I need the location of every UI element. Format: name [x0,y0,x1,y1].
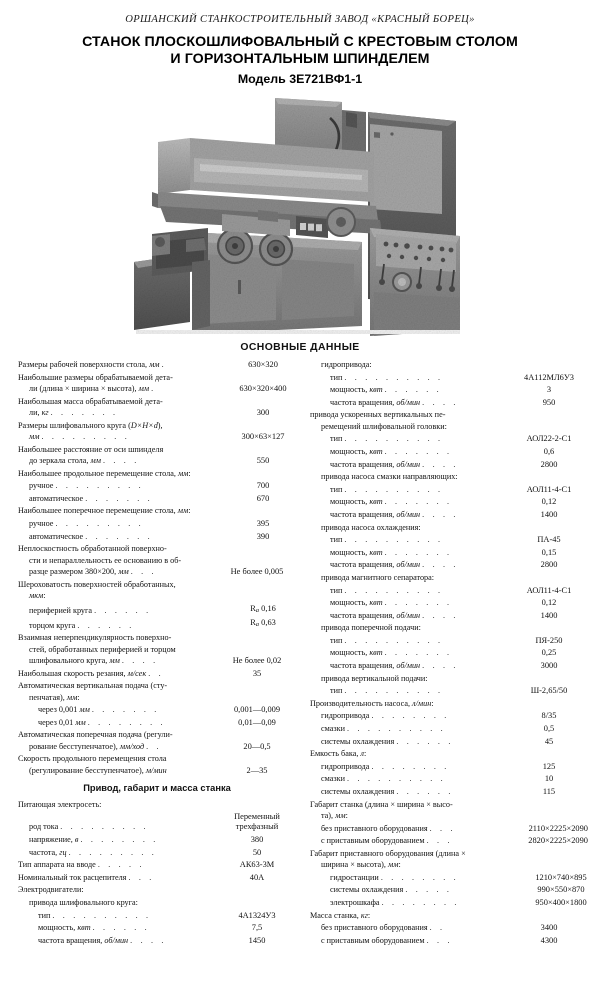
leader-dots: . . . [128,872,155,882]
spec-value: Переменный трехфазный [234,811,280,832]
leader-dots: . . . . . . [396,787,454,796]
spec-label: гидростанции . . . . . . . . [330,872,459,882]
spec-value: Не более 0,02 [232,655,282,665]
spec-row [18,617,296,631]
spec-group-heading: Масса станка, кг: [310,910,371,920]
spec-group-heading: привода ускоренных вертикальных пе- ремещений шлифовальной головки: [310,410,447,431]
leader-dots: . . . . [130,935,167,945]
specs-columns [0,359,600,947]
leader-dots: . . . . [121,655,159,665]
spec-label: мощность, квт . . . . . . [38,923,150,933]
spec-label: торцом круга . . . . . . [29,620,135,630]
spec-value: 1400 [540,610,558,620]
spec-group-heading: привода магнитного сепаратора: [321,572,435,582]
title-line-1: СТАНОК ПЛОСКОШЛИФОВАЛЬНЫЙ С КРЕСТОВЫМ СТОЛОМ [82,34,518,50]
spec-row [310,585,588,596]
spec-row [18,717,296,728]
leader-dots: . [151,384,157,393]
spec-row [18,859,296,870]
machine-photo-illustration [130,94,470,338]
spec-group-heading: Питающая электросеть: [18,800,102,810]
spec-value: 395 [256,518,270,528]
spec-label: частота вращения, об/мин . . . . [330,509,459,519]
spec-row [310,823,588,834]
leader-dots: . . . . . . . . . . [344,635,444,645]
spec-row [18,396,296,419]
spec-value: 4А1324У3 [238,910,276,920]
leader-dots: . . . [429,823,456,833]
spec-row [310,496,588,507]
leader-dots: . . . . . . . [384,547,453,557]
spec-value: 2—35 [246,765,268,775]
leader-dots: . . . . . . . [50,408,119,417]
spec-row [310,736,588,747]
leader-dots: . . . [130,566,157,576]
spec-group-heading: привода насоса смазки направляющих: [321,472,458,482]
spec-row [310,372,588,383]
spec-value: 2110×2225×2090 [528,823,588,833]
leader-dots: . . . . . . . . . . [347,724,446,734]
spec-row [310,884,588,895]
spec-value: 300 [256,408,270,417]
spec-group-heading: Габарит приставного оборудования (длина × ширина × высота), мм: [310,848,466,870]
spec-label: Наибольшее расстояние от оси шпинделя до зеркала стола, мм . . . . [18,444,164,465]
spec-row [310,773,588,784]
spec-value: 670 [256,493,270,503]
model-designation: Модель 3Е721ВФ1-1 [237,72,363,86]
spec-value: Не более 0,005 [230,566,284,576]
leader-dots: . . . . . . . [384,446,453,456]
spec-row [310,509,588,520]
spec-label: тип . . . . . . . . . . [330,484,444,494]
spec-group-heading: Емкость бака, л: [310,749,367,759]
spec-row [310,685,588,696]
leader-dots: . . . . . . . . [87,717,166,727]
spec-row [310,872,588,883]
leader-dots: . . . . . . . . . . [52,910,152,920]
spec-label: частота вращения, об/мин . . . . [330,610,459,620]
spec-label: тип . . . . . . . . . . [38,910,152,920]
spec-value: 990×550×870 [537,885,585,895]
spec-label: частота вращения, об/мин . . . . [330,661,459,671]
spec-row [18,420,296,443]
spec-label: тип . . . . . . . . . . [330,635,444,645]
spec-row [310,610,588,621]
leader-dots: . . . . [422,459,459,469]
spec-value: Ra 0,16 [250,603,276,614]
leader-dots: . . . . . . [384,385,442,395]
spec-value: 1400 [540,509,558,519]
spec-label: смазки . . . . . . . . . . [321,774,446,784]
specs-list-main [18,359,296,776]
spec-row [310,835,588,846]
spec-label: с приставным оборудованием . . . [321,836,453,846]
spec-value: 0,12 [541,598,557,608]
spec-label: мощность, квт . . . . . . [330,385,442,395]
spec-group-heading: привода вертикальной подачи: [321,673,428,683]
leader-dots: . [161,360,167,369]
spec-label: Наибольшая масса обрабатываемой дета- ли, кг . . . . . . . [18,396,163,417]
spec-value: Ra 0,63 [250,618,276,629]
spec-value: 125 [542,761,556,771]
spec-row [310,922,588,933]
spec-label: смазки . . . . . . . . . . [321,724,446,734]
spec-group-heading: гидропривода: [321,360,372,369]
specs-column-left [18,359,296,947]
spec-value: 630×320×400 [239,384,287,393]
spec-label: Наибольшие размеры обрабатываемой дета- ли (длина × ширина × высота), мм . [18,372,173,393]
spec-row [310,647,588,658]
spec-label: Размеры шлифовального круга (D×H×d), мм . . . . . . . . . [18,420,163,441]
spec-row [18,922,296,933]
spec-group-heading: привода шлифовального круга: [29,898,138,908]
spec-label: гидропривода . . . . . . . . [321,761,450,771]
section-title-drive: Привод, габарит и масса станка [83,783,231,794]
spec-row [310,597,588,608]
page-title [0,34,600,68]
spec-row [310,761,588,772]
spec-label: с приставным оборудованием . . . [321,935,453,945]
spec-value: 7,5 [251,923,263,933]
leader-dots: . . . . . . [77,620,135,630]
spec-label: электрошкафа . . . . . . . . [330,897,460,907]
spec-row [310,660,588,671]
spec-label: частота вращения, об/мин . . . . [330,560,459,570]
spec-label: ручное . . . . . . . . . [29,518,144,528]
spec-label: Наибольшая скорость резания, м/сек . . [18,668,164,678]
spec-label: напряжение, в . . . . . . . . [29,835,159,845]
spec-value: 0,5 [543,724,555,734]
specs-list-motors [310,359,588,946]
spec-group-heading: Габарит станка (длина × ширина × высо- та), мм: [310,799,453,820]
spec-label: Номинальный ток расцепителя . . . [18,872,155,882]
leader-dots: . . . . . . . . . [60,822,149,832]
spec-row [18,372,296,395]
spec-value: Ш-2,65/50 [530,686,568,696]
leader-dots: . . . . [422,509,459,519]
spec-label: частота вращения, об/мин . . . . [330,397,459,407]
spec-value: 2820×2225×2090 [528,836,588,846]
section-title-main-data: ОСНОВНЫЕ ДАННЫЕ [240,342,360,353]
machine-photo-container [0,94,600,340]
spec-value: 10 [544,774,554,784]
spec-label: гидропривода . . . . . . . . [321,711,450,721]
spec-value: 0,15 [541,547,557,557]
spec-group-heading: привода насоса охлаждения: [321,522,421,532]
spec-value: 2800 [540,459,558,469]
spec-value: 3 [546,385,552,395]
spec-value: 1210×740×895 [535,872,587,882]
spec-row [310,384,588,395]
spec-row [18,632,296,666]
spec-label: тип . . . . . . . . . . [330,535,444,545]
spec-row [18,518,296,529]
spec-label: без приставного оборудования . . . [321,823,456,833]
specs-list-drive [18,799,296,946]
leader-dots: . . . . . . [396,736,454,746]
spec-row [310,559,588,570]
spec-row [18,872,296,883]
machine-photo [130,94,470,338]
leader-dots: . . . . [422,661,459,671]
spec-label: Взаимная неперпендикулярность поверхно- стей, обработанных периферией и торцом шлифовального круга, мм . . . . [18,633,176,665]
leader-dots: . . . [426,836,453,846]
leader-dots: . . . . . . . [384,497,453,507]
spec-row [310,547,588,558]
spec-group-heading: Наибольшее поперечное перемещение стола, мм: [18,506,191,516]
leader-dots: . . . . . . . [384,598,453,608]
leader-dots: . . . . . . . . . [55,518,144,528]
spec-label: системы охлаждения . . . . . . [321,787,454,796]
spec-value: 300×63×127 [241,432,285,441]
spec-row [310,635,588,646]
spec-row [18,704,296,715]
spec-label: частота вращения, об/мин . . . . [38,935,167,945]
page-header [0,0,600,86]
spec-group-heading: Электродвигатели: [18,885,84,895]
spec-group-heading: Автоматическая вертикальная подача (сту- пенчатая), мм: [18,681,168,702]
spec-label: автоматическое . . . . . . . [29,493,153,503]
spec-label: Размеры рабочей поверхности стола, мм . [18,360,167,369]
leader-dots: . . [429,923,446,933]
spec-value: 8/35 [541,711,557,721]
leader-dots: . . . . . . . . [371,711,450,721]
spec-row [18,480,296,491]
spec-value: ПЯ-250 [535,635,563,645]
spec-label: системы охлаждения . . . . . [330,885,453,895]
spec-value: 35 [252,668,262,678]
spec-value: 4А112МЛ6У3 [524,372,574,382]
spec-value: 115 [542,787,556,796]
factory-name: ОРШАНСКИЙ СТАНКОСТРОИТЕЛЬНЫЙ ЗАВОД «КРАСНЫЙ БОРЕЦ» [125,14,475,25]
leader-dots: . . . . . . . . [381,897,460,907]
spec-label: Тип аппарата на вводе . . . . . [18,860,145,870]
leader-dots: . . . . [422,397,459,407]
leader-dots: . . . . . . . . . . [344,484,444,494]
leader-dots: . . . . . . . . [380,872,459,882]
spec-label: Автоматическая поперечная подача (регули- рование бесступенчатое), мм/ход . . [18,730,173,751]
spec-label: автоматическое . . . . . . . [29,531,153,541]
leader-dots: . . . . [422,610,459,620]
leader-dots: . . . . [103,456,140,465]
spec-value: АОЛ11-4-С1 [526,585,572,595]
spec-row [310,446,588,457]
spec-label: периферией круга . . . . . . [29,605,152,615]
spec-value: 630×320 [248,360,278,369]
spec-value: 950×400×1800 [535,897,587,907]
spec-row [310,897,588,908]
leader-dots: . . . [426,935,453,945]
leader-dots: . . . . . . . . . . [344,686,444,696]
leader-dots: . . . . . . . . . . [344,434,444,444]
spec-label: тип . . . . . . . . . . [330,434,444,444]
spec-value: 4300 [540,935,558,945]
spec-row [18,531,296,542]
spec-value: 40А [249,872,265,882]
leader-dots: . . . . . . . [91,705,160,715]
spec-row [310,786,588,797]
spec-row [18,753,296,776]
spec-row [18,668,296,679]
spec-row [310,484,588,495]
spec-label: мощность, квт . . . . . . . [330,497,453,507]
spec-label: тип . . . . . . . . . . [330,686,444,696]
leader-dots: . . [148,668,164,678]
spec-value: 380 [250,835,264,845]
spec-row [310,935,588,946]
spec-label: род тока . . . . . . . . . [29,822,149,832]
spec-row [310,397,588,408]
spec-value: 0,001—0,009 [233,705,281,715]
spec-value: 20—0,5 [243,741,271,751]
leader-dots: . . . . . . . [85,493,153,503]
spec-label: без приставного оборудования . . [321,923,446,933]
spec-row [18,444,296,467]
spec-label: мощность, квт . . . . . . . [330,446,453,456]
leader-dots: . . . . . . . . . [55,481,144,491]
spec-value: 550 [256,456,270,465]
spec-value: 1450 [248,935,266,945]
spec-label: через 0,01 мм . . . . . . . . [38,717,166,727]
spec-row [310,710,588,721]
spec-value: 50 [252,847,262,857]
spec-label: ручное . . . . . . . . . [29,481,144,491]
leader-dots: . . . . . . . . . [68,847,157,857]
specs-column-right [310,359,588,947]
spec-value: АОЛ22-2-С1 [526,434,572,444]
leader-dots: . . . . . . . . . [41,432,130,441]
leader-dots: . . . . . [97,860,145,870]
spec-label: системы охлаждения . . . . . . [321,736,454,746]
spec-group-heading: Производительность насоса, л/мин: [310,698,434,708]
spec-value: 3400 [540,923,558,933]
spec-label: мощность, квт . . . . . . . [330,648,453,658]
spec-value: ПА-45 [537,535,561,545]
spec-row [310,723,588,734]
leader-dots: . . . . . [405,885,453,895]
spec-value: АОЛ11-4-С1 [526,484,572,494]
spec-row [18,359,296,370]
spec-row [18,847,296,858]
leader-dots: . . . . . . . [384,648,453,658]
leader-dots: . . . . . . . [85,531,153,541]
spec-row [18,834,296,845]
spec-label: мощность, квт . . . . . . . [330,547,453,557]
spec-value: 0,25 [541,648,557,658]
spec-value: 0,12 [541,497,557,507]
leader-dots: . . [146,741,162,751]
spec-value: 950 [542,397,556,407]
spec-label: через 0,001 мм . . . . . . . [38,705,160,715]
spec-label: тип . . . . . . . . . . [330,585,444,595]
spec-group-heading: Шероховатость поверхностей обработанных, мкм: [18,579,176,600]
spec-label: Неплоскостность обработанной поверхно- сти и непараллельность ее основанию в об- разце размером 380×200, мм . . . [18,544,182,576]
leader-dots: . . . . . . [92,923,150,933]
leader-dots: . . . . . . . . . . [344,585,444,595]
spec-value: 45 [544,736,554,746]
spec-value: 3000 [540,661,558,671]
spec-value: 390 [256,531,270,541]
spec-label: частота вращения, об/мин . . . . [330,459,459,469]
spec-row [18,910,296,921]
spec-row [18,543,296,577]
leader-dots: . . . . [422,560,459,570]
leader-dots: . . . . . . . . . . [344,535,444,545]
spec-row [310,459,588,470]
spec-group-heading: Наибольшее продольное перемещение стола, мм: [18,468,191,478]
spec-label: частота, гц . . . . . . . . . [29,847,157,857]
spec-value: АК63-3М [239,860,275,870]
spec-label: тип . . . . . . . . . . [330,372,444,382]
spec-label: мощность, квт . . . . . . . [330,598,453,608]
spec-row [18,493,296,504]
spec-row [310,433,588,444]
spec-label: Скорость продольного перемещения стола (регулирование бесступенчатое), м/мин [18,754,167,775]
leader-dots: . . . . . . [94,605,152,615]
spec-row [18,603,296,617]
leader-dots: . . . . . . . . [371,761,450,771]
spec-row [18,812,296,833]
spec-value: 700 [256,481,270,491]
leader-dots: . . . . . . . . . . [344,372,444,382]
spec-row [18,935,296,946]
spec-row [18,729,296,752]
leader-dots: . . . . . . . . . . [347,774,446,784]
spec-value: 2800 [540,560,558,570]
spec-group-heading: привода поперечной подачи: [321,623,421,633]
spec-row [310,534,588,545]
spec-value: 0,6 [543,446,555,456]
leader-dots: . . . . . . . . [80,835,159,845]
spec-value: 0,01—0,09 [238,717,276,727]
title-line-2: И ГОРИЗОНТАЛЬНЫМ ШПИНДЕЛЕМ [170,51,430,67]
